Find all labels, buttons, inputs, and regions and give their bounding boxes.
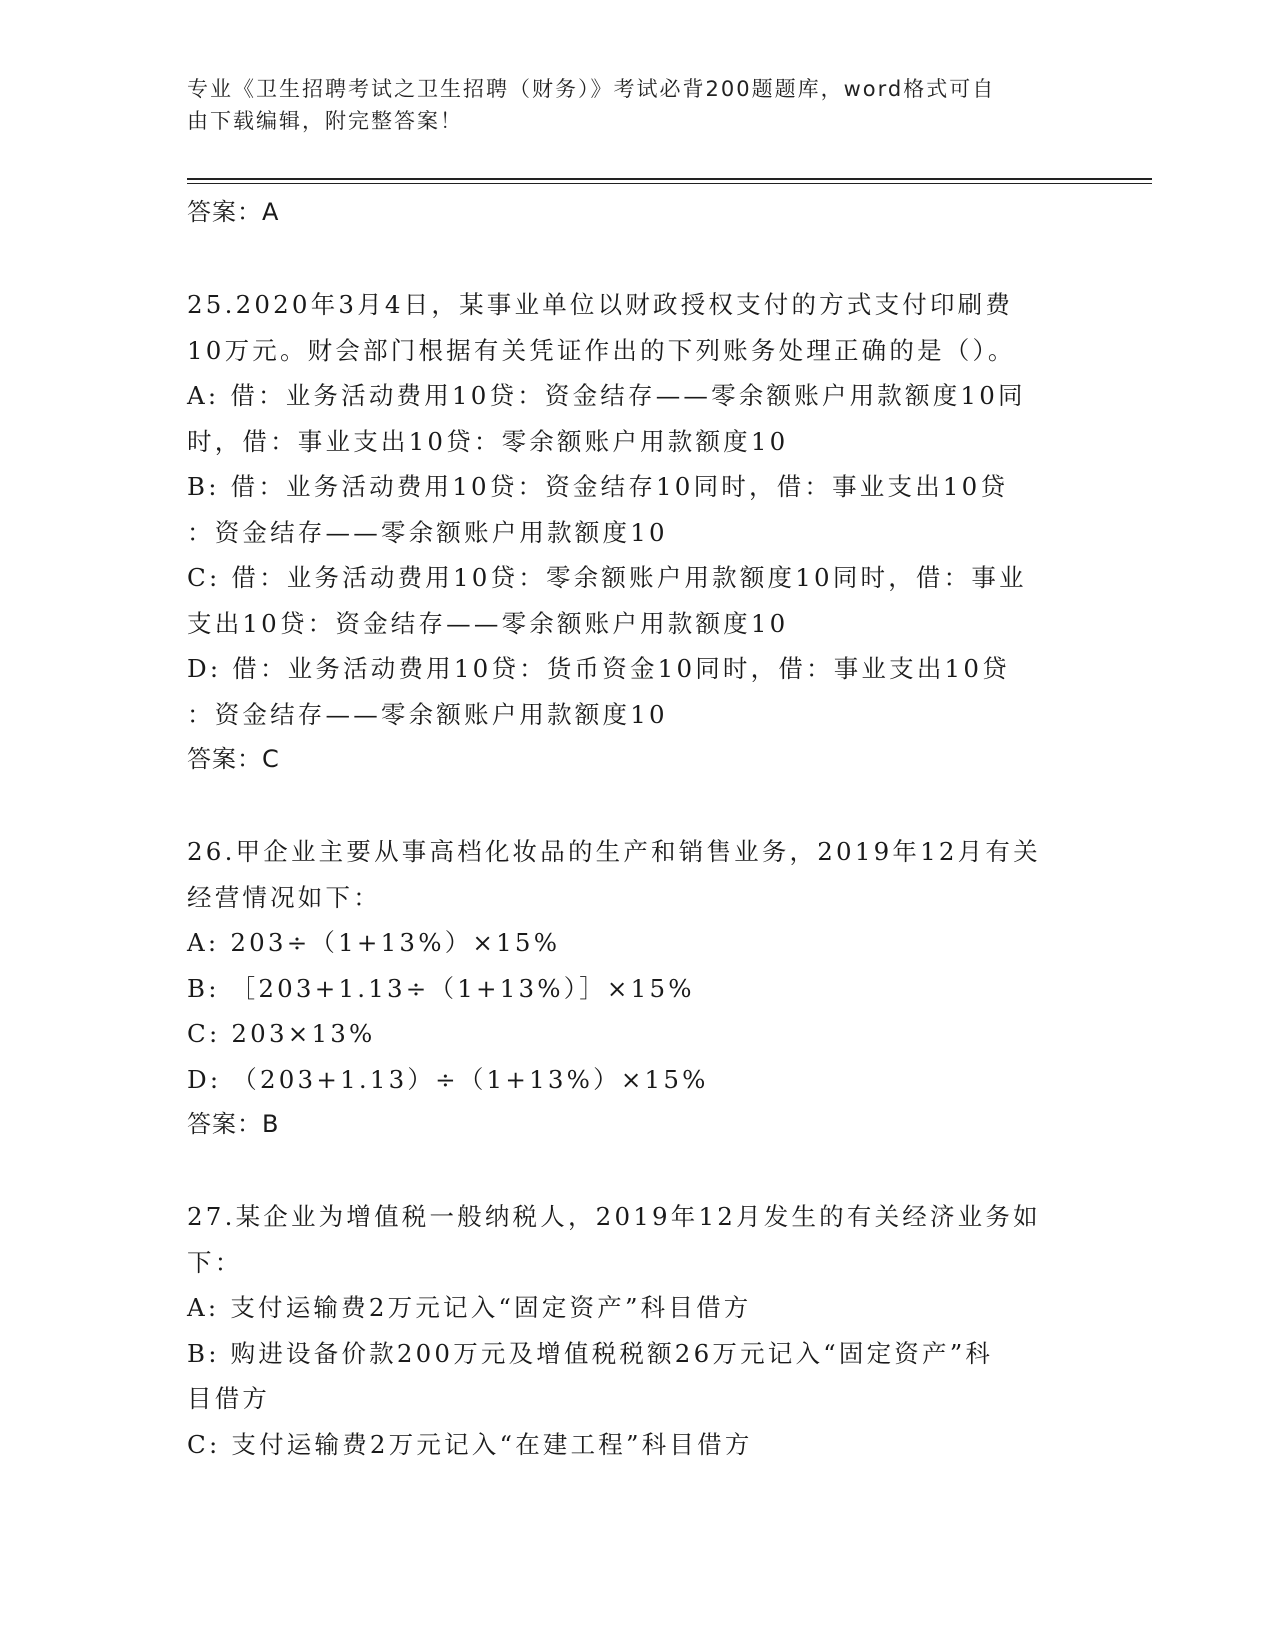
option-a-line: 时，借：事业支出10贷：零余额账户用款额度10 [187, 426, 789, 456]
option-b-line: B: 购进设备价款200万元及增值税税额26万元记入“固定资产”科 [187, 1338, 994, 1368]
option-b-line: B: ［203+1.13÷（1+13%）］×15% [187, 973, 695, 1003]
option-a-line: A: 借：业务活动费用10贷：资金结存——零余额账户用款额度10同 [187, 381, 1026, 410]
question-27 [187, 1194, 1087, 1467]
header-line-1: 专业《卫生招聘考试之卫生招聘（财务）》考试必背200题题库，word格式可自 [187, 77, 996, 101]
option-c-line: C: 支付运输费2万元记入“在建工程”科目借方 [187, 1429, 753, 1459]
option-d-line: ：资金结存——零余额账户用款额度10 [187, 699, 668, 729]
header-rule-thick [187, 178, 1152, 180]
question-text-line: 27.某企业为增值税一般纳税人，2019年12月发生的有关经济业务如 [187, 1202, 1041, 1231]
header-rule-thin [187, 183, 1152, 184]
page-header [187, 73, 1067, 137]
option-a-line: A: 203÷（1+13%）×15% [187, 928, 561, 957]
question-text-line: 经营情况如下： [187, 882, 381, 912]
option-b-line: ：资金结存——零余额账户用款额度10 [187, 517, 668, 547]
question-text-line: 25.2020年3月4日，某事业单位以财政授权支付的方式支付印刷费 [187, 290, 1014, 319]
option-c-line: 支出10贷：资金结存——零余额账户用款额度10 [187, 608, 789, 638]
header-line-2: 由下载编辑，附完整答案！ [187, 109, 463, 133]
option-d-line: D: （203+1.13）÷（1+13%）×15% [187, 1064, 709, 1094]
answer-line: 答案：B [187, 1110, 280, 1138]
question-content [187, 190, 1087, 1467]
question-text-line: 下： [187, 1247, 243, 1277]
option-c-line: C: 203×13% [187, 1019, 376, 1048]
question-text-line: 10万元。财会部门根据有关凭证作出的下列账务处理正确的是（）。 [187, 335, 1016, 365]
option-b-line: B: 借：业务活动费用10贷：资金结存10同时，借：事业支出10贷 [187, 472, 1009, 501]
question-26 [187, 829, 1087, 1146]
option-b-line: 目借方 [187, 1384, 271, 1413]
option-c-line: C: 借：业务活动费用10贷：零余额账户用款额度10同时，借：事业 [187, 563, 1027, 592]
option-d-line: D: 借：业务活动费用10贷：货币资金10同时，借：事业支出10贷 [187, 654, 1010, 683]
option-a-line: A: 支付运输费2万元记入“固定资产”科目借方 [187, 1293, 752, 1322]
question-25 [187, 282, 1087, 781]
answer-line: 答案：A [187, 198, 280, 226]
answer-line: 答案：C [187, 745, 280, 773]
question-text-line: 26.甲企业主要从事高档化妆品的生产和销售业务，2019年12月有关 [187, 837, 1041, 866]
